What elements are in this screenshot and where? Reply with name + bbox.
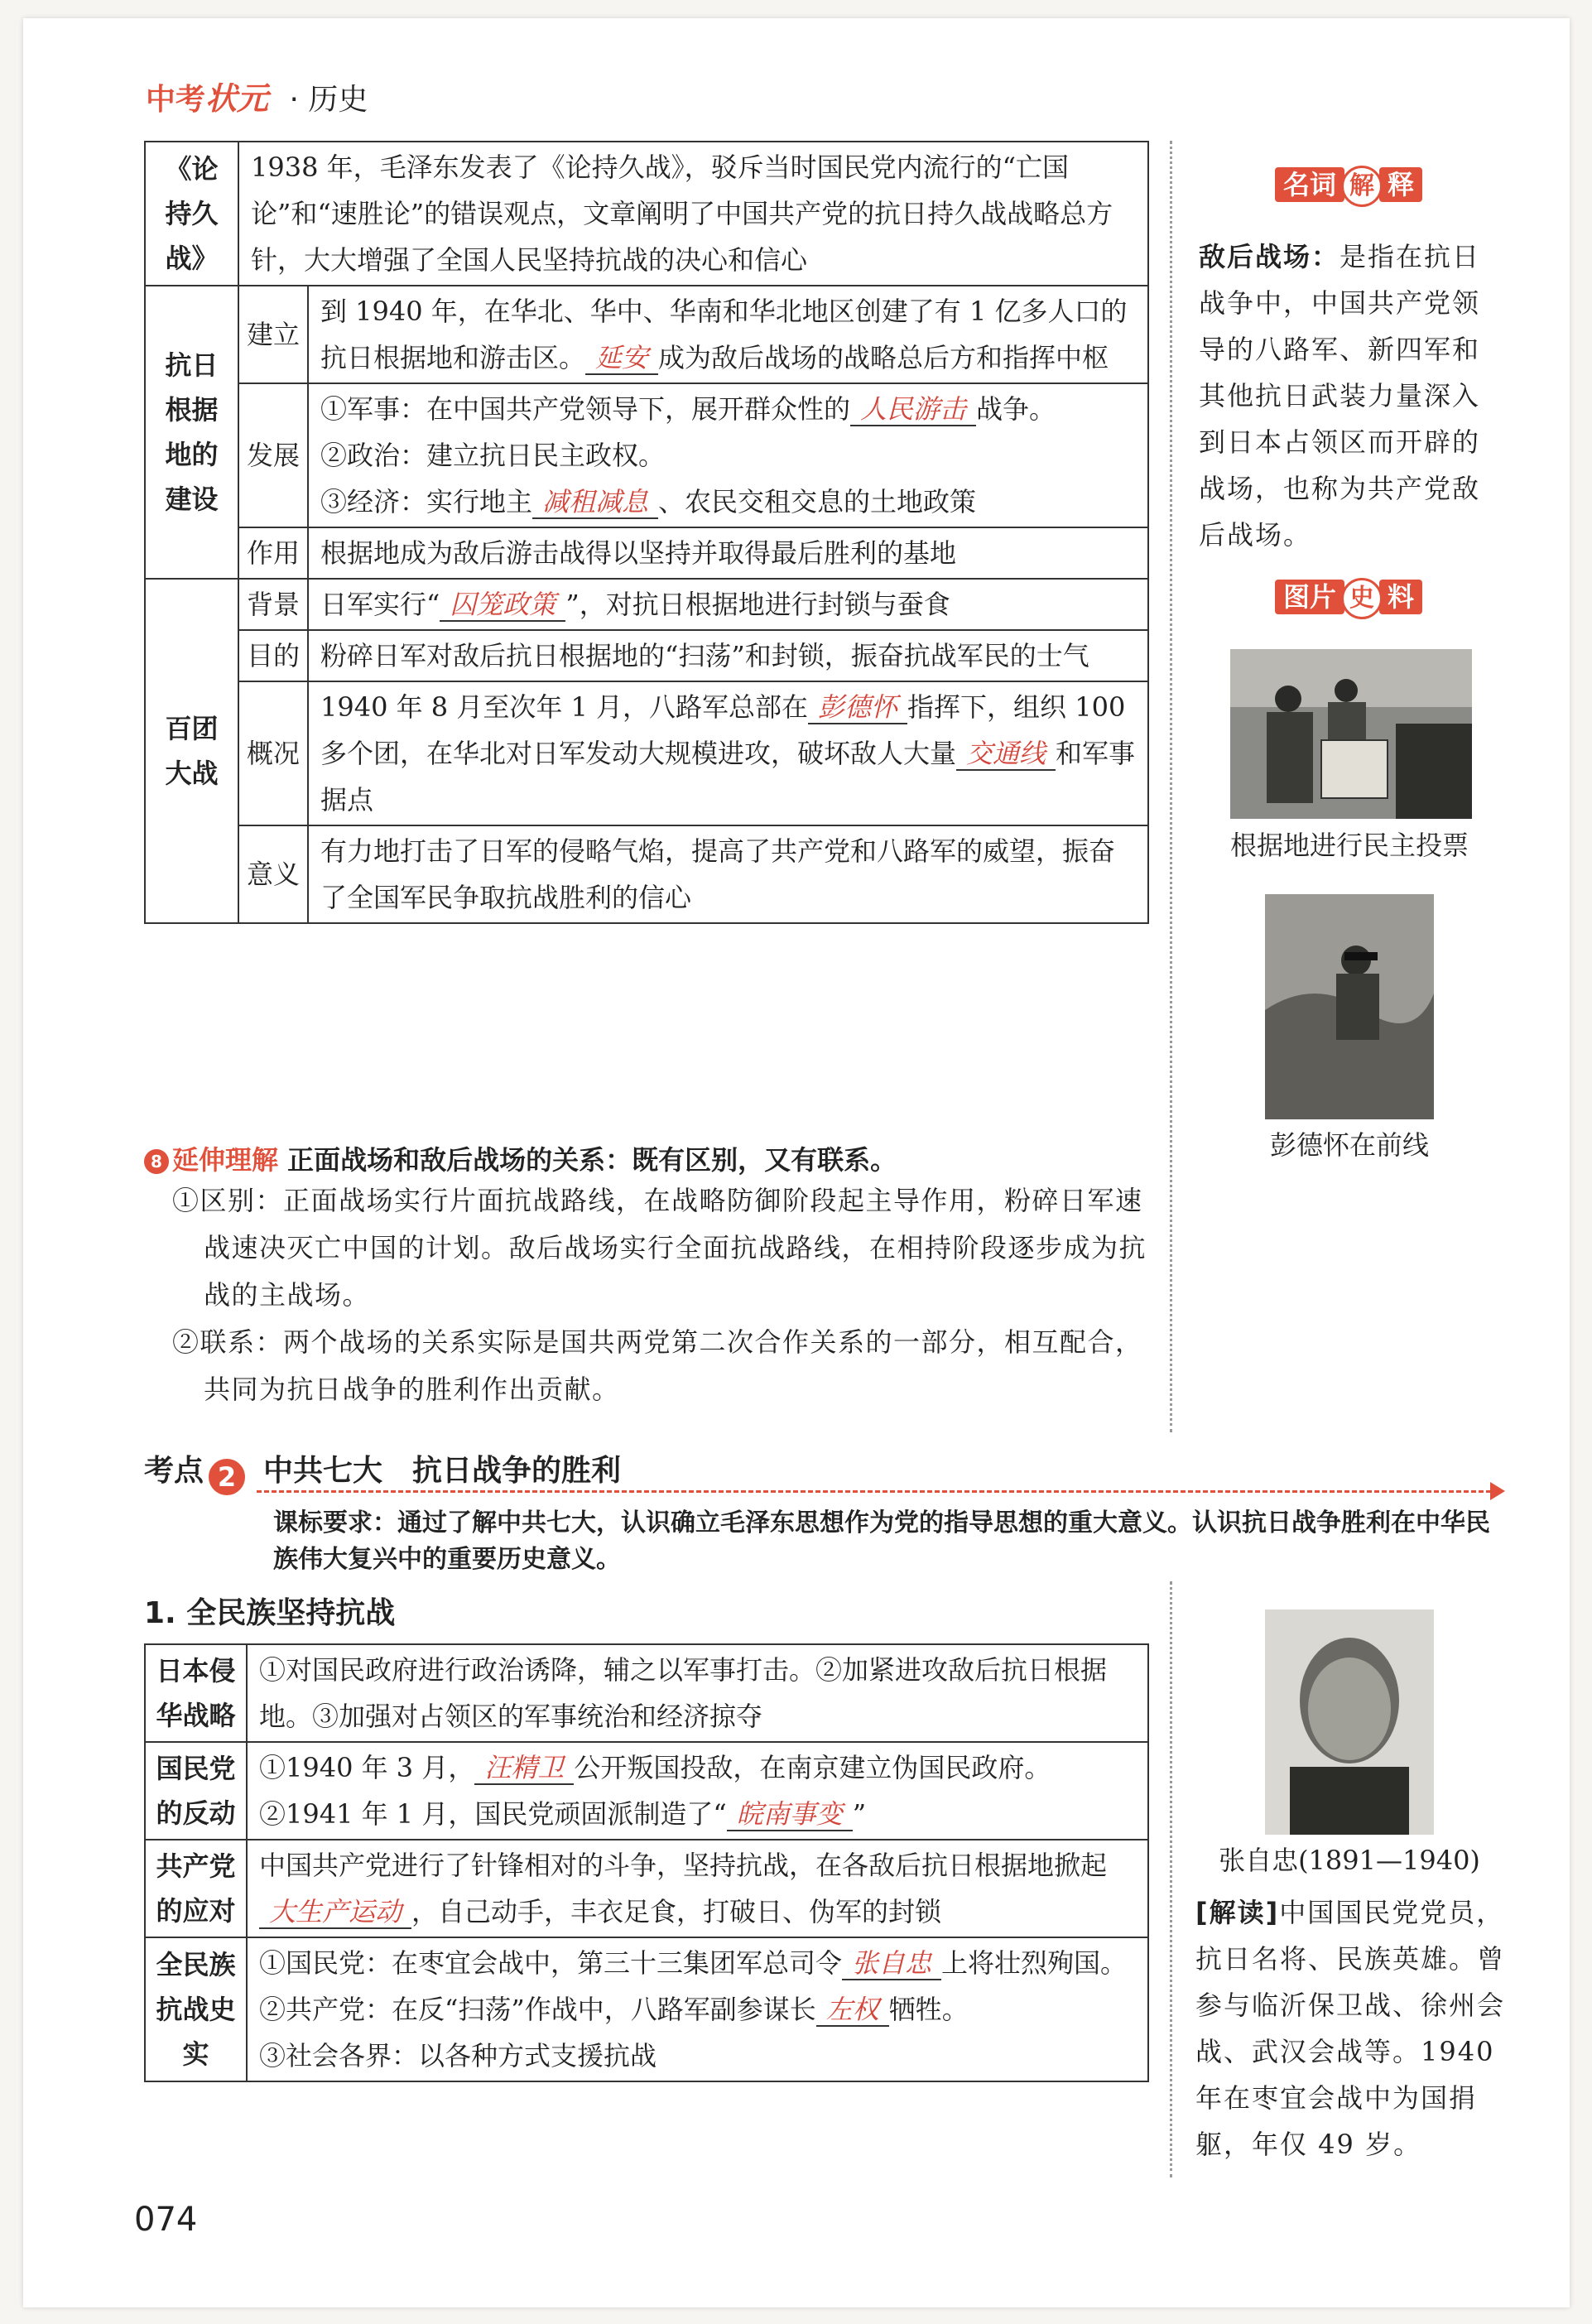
table-cell: 有力地打击了日军的侵略气焰，提高了共产党和八路军的威望，振奋了全国军民争取抗战胜利的信心 <box>308 825 1148 923</box>
page-header: 中考状元 · 历史 <box>146 80 368 117</box>
table-cell: 到 1940 年，在华北、华中、华南和华北地区创建了有 1 亿多人口的抗日根据地和游击区。 延安 成为敌后战场的战略总后方和指挥中枢 <box>308 286 1148 383</box>
knowledge-table <box>144 141 1149 924</box>
term-tag: 名词 解 释 <box>1275 164 1422 207</box>
voting-photo <box>1230 649 1472 819</box>
answer-blank: 囚笼政策 <box>440 589 565 622</box>
extension-paragraph: ①区别：正面战场实行片面抗战路线，在战略防御阶段起主导作用，粉碎日军速战速决灭亡中国的计划。敌后战场实行全面抗战路线，在相持阶段逐步成为抗战的主战场。 <box>172 1185 1147 1311</box>
table-cell: 日军实行“ 囚笼政策 ”，对抗日根据地进行封锁与蚕食 <box>308 579 1148 630</box>
table-cell: 1940 年 8 月至次年 1 月，八路军总部在 彭德怀 指挥下，组织 100 多个团，在华北对日军发动大规模进攻，破坏敌人大量 交通线 和军事据点 <box>308 681 1148 825</box>
sub-head: 概况 <box>238 681 308 825</box>
sub-head: 作用 <box>238 527 308 579</box>
knowledge-table <box>144 1643 1149 2082</box>
answer-blank: 大生产运动 <box>259 1896 411 1929</box>
sub-head: 意义 <box>238 825 308 923</box>
table-cell: 粉碎日军对敌后抗日根据地的“扫荡”和封锁，振奋抗战军民的士气 <box>308 630 1148 681</box>
table-cell: 根据地成为敌后游击战得以坚持并取得最后胜利的基地 <box>308 527 1148 579</box>
brand-logo: 中考状元 <box>146 80 269 117</box>
sub-head: 目的 <box>238 630 308 681</box>
row-head: 《论持久战》 <box>145 142 238 286</box>
extension-box <box>144 1139 1154 1413</box>
interpretation-text: [解读]中国国民党党员，抗日名将、民族英雄。曾参与临沂保卫战、徐州会战、武汉会战等。1940 年在枣宜会战中为国捐躯，年仅 49 岁。 <box>1195 1897 1506 2160</box>
dashed-rule <box>257 1490 1498 1493</box>
picture-tag: 图片 史 料 <box>1275 576 1422 619</box>
table-cell: ①对国民政府进行政治诱降，辅之以军事打击。②加紧进攻敌后抗日根据地。③加强对占领区的军事统治和经济掠夺 <box>247 1644 1148 1742</box>
subject-label: 历史 <box>308 83 368 117</box>
row-head: 日本侵华战略 <box>145 1644 247 1742</box>
table-cell: 1938 年，毛泽东发表了《论持久战》，驳斥当时国民党内流行的“亡国论”和“速胜论”的错误观点，文章阐明了中国共产党的抗日持久战战略总方针，大大增强了全国人民坚持抗战的决心和信心 <box>238 142 1148 286</box>
answer-blank: 延安 <box>585 342 658 375</box>
table-cell: ①军事：在中国共产党领导下，展开群众性的 人民游击 战争。 ②政治：建立抗日民主政权。 ③经济：实行地主 减租减息 、农民交租交息的土地政策 <box>308 383 1148 527</box>
sub-head: 发展 <box>238 383 308 527</box>
photo-caption: 根据地进行民主投票 <box>1229 830 1469 861</box>
answer-blank: 交通线 <box>956 738 1056 771</box>
sub-head: 背景 <box>238 579 308 630</box>
term-definition: 敌后战场：是指在抗日战争中，中国共产党领导的八路军、新四军和其他抗日武装力量深入到日本占领区而开辟的战场，也称为共产党敌后战场。 <box>1199 241 1481 551</box>
table-cell: ①国民党：在枣宜会战中，第三十三集团军总司令 张自忠 上将壮烈殉国。 ②共产党：在反“扫荡”作战中，八路军副参谋长 左权 牺牲。 ③社会各界：以各种方式支援抗战 <box>247 1937 1148 2081</box>
page-number: 074 <box>134 2201 198 2239</box>
row-head: 共产党的应对 <box>145 1840 247 1937</box>
key-point-number: 2 <box>209 1459 245 1495</box>
row-head: 抗日根据地的建设 <box>145 286 238 579</box>
peng-dehuai-photo <box>1265 894 1434 1119</box>
table-cell: ①1940 年 3 月， 汪精卫 公开叛国投敌，在南京建立伪国民政府。 ②1941 年 1 月，国民党顽固派制造了“ 皖南事变 ” <box>247 1742 1148 1840</box>
extension-icon: 8 <box>144 1149 169 1174</box>
zhang-zizhong-portrait <box>1265 1609 1434 1835</box>
photo-caption: 张自忠(1891—1940) <box>1219 1845 1480 1876</box>
extension-paragraph: ②联系：两个战场的关系实际是国共两党第二次合作关系的一部分，相互配合，共同为抗日战争的胜利作出贡献。 <box>172 1326 1143 1405</box>
photo-caption: 彭德怀在前线 <box>1269 1129 1429 1161</box>
row-head: 国民党的反动 <box>145 1742 247 1840</box>
column-divider <box>1170 141 1172 1432</box>
answer-blank: 彭德怀 <box>808 691 907 724</box>
arrow-icon <box>1490 1482 1505 1500</box>
table-cell: 中国共产党进行了针锋相对的斗争，坚持抗战，在各敌后抗日根据地掀起大生产运动 ，自己动手，丰衣足食，打破日、伪军的封锁 <box>247 1840 1148 1937</box>
column-divider <box>1170 1581 1172 2177</box>
row-head: 百团大战 <box>145 579 238 923</box>
answer-blank: 汪精卫 <box>474 1752 574 1785</box>
answer-blank: 张自忠 <box>842 1947 941 1980</box>
answer-blank: 左权 <box>816 1994 889 2027</box>
sub-head: 建立 <box>238 286 308 383</box>
extension-title: 8 延伸理解 正面战场和敌后战场的关系：既有区别，又有联系。 <box>144 1139 1154 1177</box>
row-head: 全民族抗战史实 <box>145 1937 247 2081</box>
answer-blank: 皖南事变 <box>727 1798 853 1831</box>
answer-blank: 人民游击 <box>850 393 976 426</box>
curriculum-standard: 课标要求：通过了解中共七大，认识确立毛泽东思想作为党的指导思想的重大意义。认识抗日战争胜利在中华民族伟大复兴中的重要历史意义。 <box>273 1508 1490 1574</box>
key-point-heading: 考点 2 中共七大 抗日战争的胜利 <box>144 1447 1502 1495</box>
answer-blank: 减租减息 <box>532 486 658 519</box>
section-title: 1. 全民族坚持抗战 <box>144 1596 396 1630</box>
